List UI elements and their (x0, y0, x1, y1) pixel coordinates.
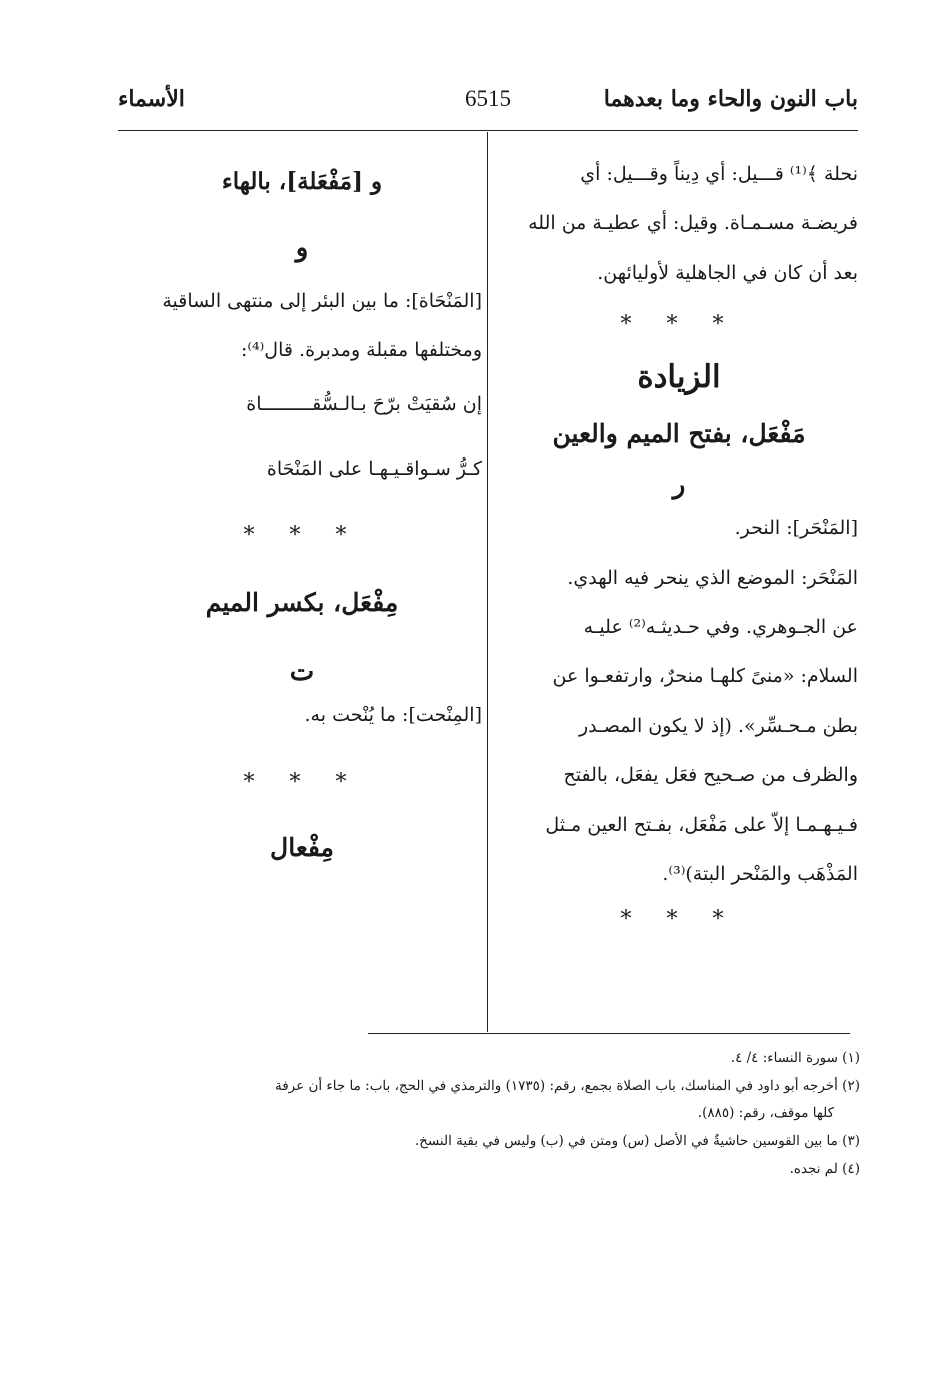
page-header (118, 86, 858, 126)
verse-line: كـرُّ سـواقـيـهـا على المَنْحَاة (266, 458, 482, 481)
body-line: عن الجـوهري. وفي حـديثـه⁽²⁾ عليـه (583, 615, 858, 638)
entry-headword: [المَنْحَر]: النحر. (734, 517, 858, 540)
pattern-heading-mif3al: مِفْعَل، بكسر الميم (205, 587, 399, 617)
running-title-right: باب النون والحاء وما بعدهما (603, 86, 858, 112)
footnote-2: (٢) أخرجه أبو داود في المناسك، باب الصلاة بجمع، رقم: (١٧٣٥) والترمذي في الحج، باب: ما جاء أن عرفة (274, 1077, 860, 1094)
entry-line: ومختلفها مقبلة ومدبرة. قال⁽⁴⁾: (240, 339, 482, 362)
verse-line: إن سُقيَتْ برّحَ بـالـسُّقـــــــــاة (246, 392, 482, 415)
pattern-heading-maf3ala: و [مَفْعَلة]، بالهاء (221, 168, 383, 195)
footnotes (110, 1045, 860, 1183)
section-separator: * * * (243, 769, 361, 795)
footnote-2-continuation: كلها موقف، رقم: (٨٨٥). (697, 1105, 834, 1122)
right-column (500, 150, 858, 932)
footnote-1: (١) سورة النساء: ٤/ ٤. (730, 1050, 860, 1066)
body-line: المَذْهَب والمَنْحر البتة)⁽³⁾. (662, 862, 858, 885)
entry-line: [المَنْحَاة]: ما بين البئر إلى منتهى الساقية (162, 290, 482, 312)
header-rule (118, 130, 858, 131)
section-separator: * * * (243, 522, 361, 548)
body-line: المَنْحَر: الموضع الذي ينحر فيه الهدي. (567, 566, 858, 589)
root-letter-r: ر (672, 470, 686, 501)
body-line: السلام: «منىً كلهـا منحرٌ، وارتفعـوا عن (552, 665, 858, 688)
page-number: 6515 (465, 86, 511, 111)
intro-line: بعد أن كان في الجاهلية لأوليائهن. (597, 261, 858, 284)
footnote-3: (٣) ما بين القوسين حاشيةٌ في الأصل (س) ومتن في (ب) وليس في بقية النسخ. (414, 1133, 860, 1150)
left-column (122, 150, 482, 862)
section-separator: * * * (620, 312, 738, 338)
entry-line: [المِنْحت]: ما يُنْحت به. (304, 703, 482, 726)
intro-line: فريضـة مسـمـاة. وقيل: أي عطيـة من الله (528, 212, 858, 235)
section-heading-ziyada: الزيادة (637, 359, 721, 396)
body-line: بطن مـحـسِّر». (إذ لا يكون المصـدر (579, 714, 858, 737)
intro-line: نحلة ﴾⁽¹⁾ قـــيل: أي دِيناً وقـــيل: أي (580, 163, 858, 185)
pattern-heading-maf3al: مَفْعَل، بفتح الميم والعين (552, 419, 806, 449)
footnote-4: (٤) لم نجده. (789, 1160, 860, 1177)
body-line: والظرف من صـحيح فعَل يفعَل، بالفتح (563, 764, 858, 787)
running-title-left: الأسماء (118, 86, 185, 112)
root-letter-t: ت (289, 656, 315, 687)
pattern-heading-mif3al-2: مِفْعال (270, 832, 334, 862)
column-divider (487, 132, 488, 1032)
root-letter-w: و (295, 233, 309, 263)
footnote-rule (368, 1033, 850, 1034)
body-line: فـيـهـمـا إلاّ على مَفْعَل، بفـتح العين مـثل (545, 813, 858, 836)
section-separator: * * * (620, 907, 738, 933)
